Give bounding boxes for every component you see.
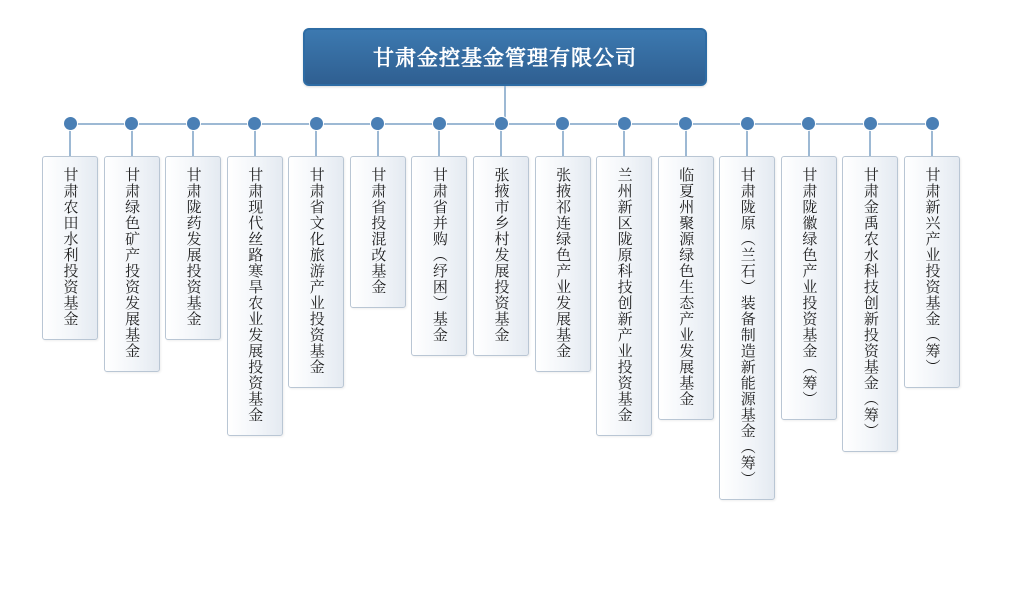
node-dot-icon — [618, 117, 631, 130]
node-dot-icon — [495, 117, 508, 130]
leaf-node-8[interactable] — [472, 117, 530, 356]
leaf-label: 甘肃陇徽绿色产业投资基金（筹） — [800, 167, 819, 407]
node-drop-line — [746, 130, 748, 156]
node-drop-line — [808, 130, 810, 156]
node-drop-line — [562, 130, 564, 156]
node-dot-icon — [556, 117, 569, 130]
leaf-label-box — [42, 156, 98, 340]
leaf-label-box — [781, 156, 837, 420]
leaf-label: 甘肃省投混改基金 — [369, 167, 388, 295]
leaf-label: 甘肃陇原（兰石）装备制造新能源基金（筹） — [738, 167, 757, 487]
leaf-node-13[interactable] — [780, 117, 838, 420]
leaf-label: 甘肃省并购（纾困）基金 — [430, 167, 449, 343]
leaf-label-box — [658, 156, 714, 420]
node-drop-line — [685, 130, 687, 156]
leaf-label-box — [104, 156, 160, 372]
leaf-node-14[interactable] — [841, 117, 899, 452]
leaf-node-5[interactable] — [287, 117, 345, 388]
node-drop-line — [500, 130, 502, 156]
leaf-node-6[interactable] — [349, 117, 407, 308]
node-dot-icon — [64, 117, 77, 130]
leaf-label-box — [719, 156, 775, 500]
node-drop-line — [192, 130, 194, 156]
node-dot-icon — [864, 117, 877, 130]
leaf-label: 甘肃绿色矿产投资发展基金 — [123, 167, 142, 359]
leaf-label-box — [288, 156, 344, 388]
leaf-node-3[interactable] — [164, 117, 222, 340]
leaf-label: 甘肃金禹农水科技创新投资基金（筹） — [861, 167, 880, 439]
node-drop-line — [377, 130, 379, 156]
root-node[interactable] — [303, 28, 707, 86]
leaf-node-10[interactable] — [595, 117, 653, 436]
leaf-label-box — [350, 156, 406, 308]
node-drop-line — [438, 130, 440, 156]
node-dot-icon — [248, 117, 261, 130]
node-drop-line — [623, 130, 625, 156]
leaf-label: 甘肃省文化旅游产业投资基金 — [307, 167, 326, 375]
node-dot-icon — [187, 117, 200, 130]
leaf-label: 甘肃陇药发展投资基金 — [184, 167, 203, 327]
leaf-label-box — [227, 156, 283, 436]
leaf-label-box — [411, 156, 467, 356]
leaf-label-box — [473, 156, 529, 356]
node-drop-line — [69, 130, 71, 156]
leaf-label: 张掖祁连绿色产业发展基金 — [554, 167, 573, 359]
node-dot-icon — [433, 117, 446, 130]
leaf-node-12[interactable] — [718, 117, 776, 500]
leaf-label: 兰州新区陇原科技创新产业投资基金 — [615, 167, 634, 423]
leaf-label-box — [904, 156, 960, 388]
node-dot-icon — [679, 117, 692, 130]
leaf-node-7[interactable] — [410, 117, 468, 356]
node-dot-icon — [125, 117, 138, 130]
node-drop-line — [254, 130, 256, 156]
leaf-label: 张掖市乡村发展投资基金 — [492, 167, 511, 343]
leaf-label-box — [842, 156, 898, 452]
leaf-node-4[interactable] — [226, 117, 284, 436]
node-dot-icon — [371, 117, 384, 130]
leaf-node-9[interactable] — [534, 117, 592, 372]
node-drop-line — [931, 130, 933, 156]
leaf-label-box — [165, 156, 221, 340]
node-drop-line — [131, 130, 133, 156]
node-dot-icon — [926, 117, 939, 130]
node-drop-line — [315, 130, 317, 156]
leaf-node-1[interactable] — [41, 117, 99, 340]
leaf-node-11[interactable] — [657, 117, 715, 420]
leaf-node-2[interactable] — [103, 117, 161, 372]
leaf-label: 临夏州聚源绿色生态产业发展基金 — [677, 167, 696, 407]
root-node-label: 甘肃金控基金管理有限公司 — [373, 47, 637, 70]
leaf-label-box — [596, 156, 652, 436]
node-drop-line — [869, 130, 871, 156]
node-dot-icon — [310, 117, 323, 130]
leaf-label: 甘肃农田水利投资基金 — [61, 167, 80, 327]
leaf-label: 甘肃现代丝路寒旱农业发展投资基金 — [246, 167, 265, 423]
leaf-label: 甘肃新兴产业投资基金（筹） — [923, 167, 942, 375]
leaf-node-15[interactable] — [903, 117, 961, 388]
leaf-label-box — [535, 156, 591, 372]
node-dot-icon — [802, 117, 815, 130]
node-dot-icon — [741, 117, 754, 130]
